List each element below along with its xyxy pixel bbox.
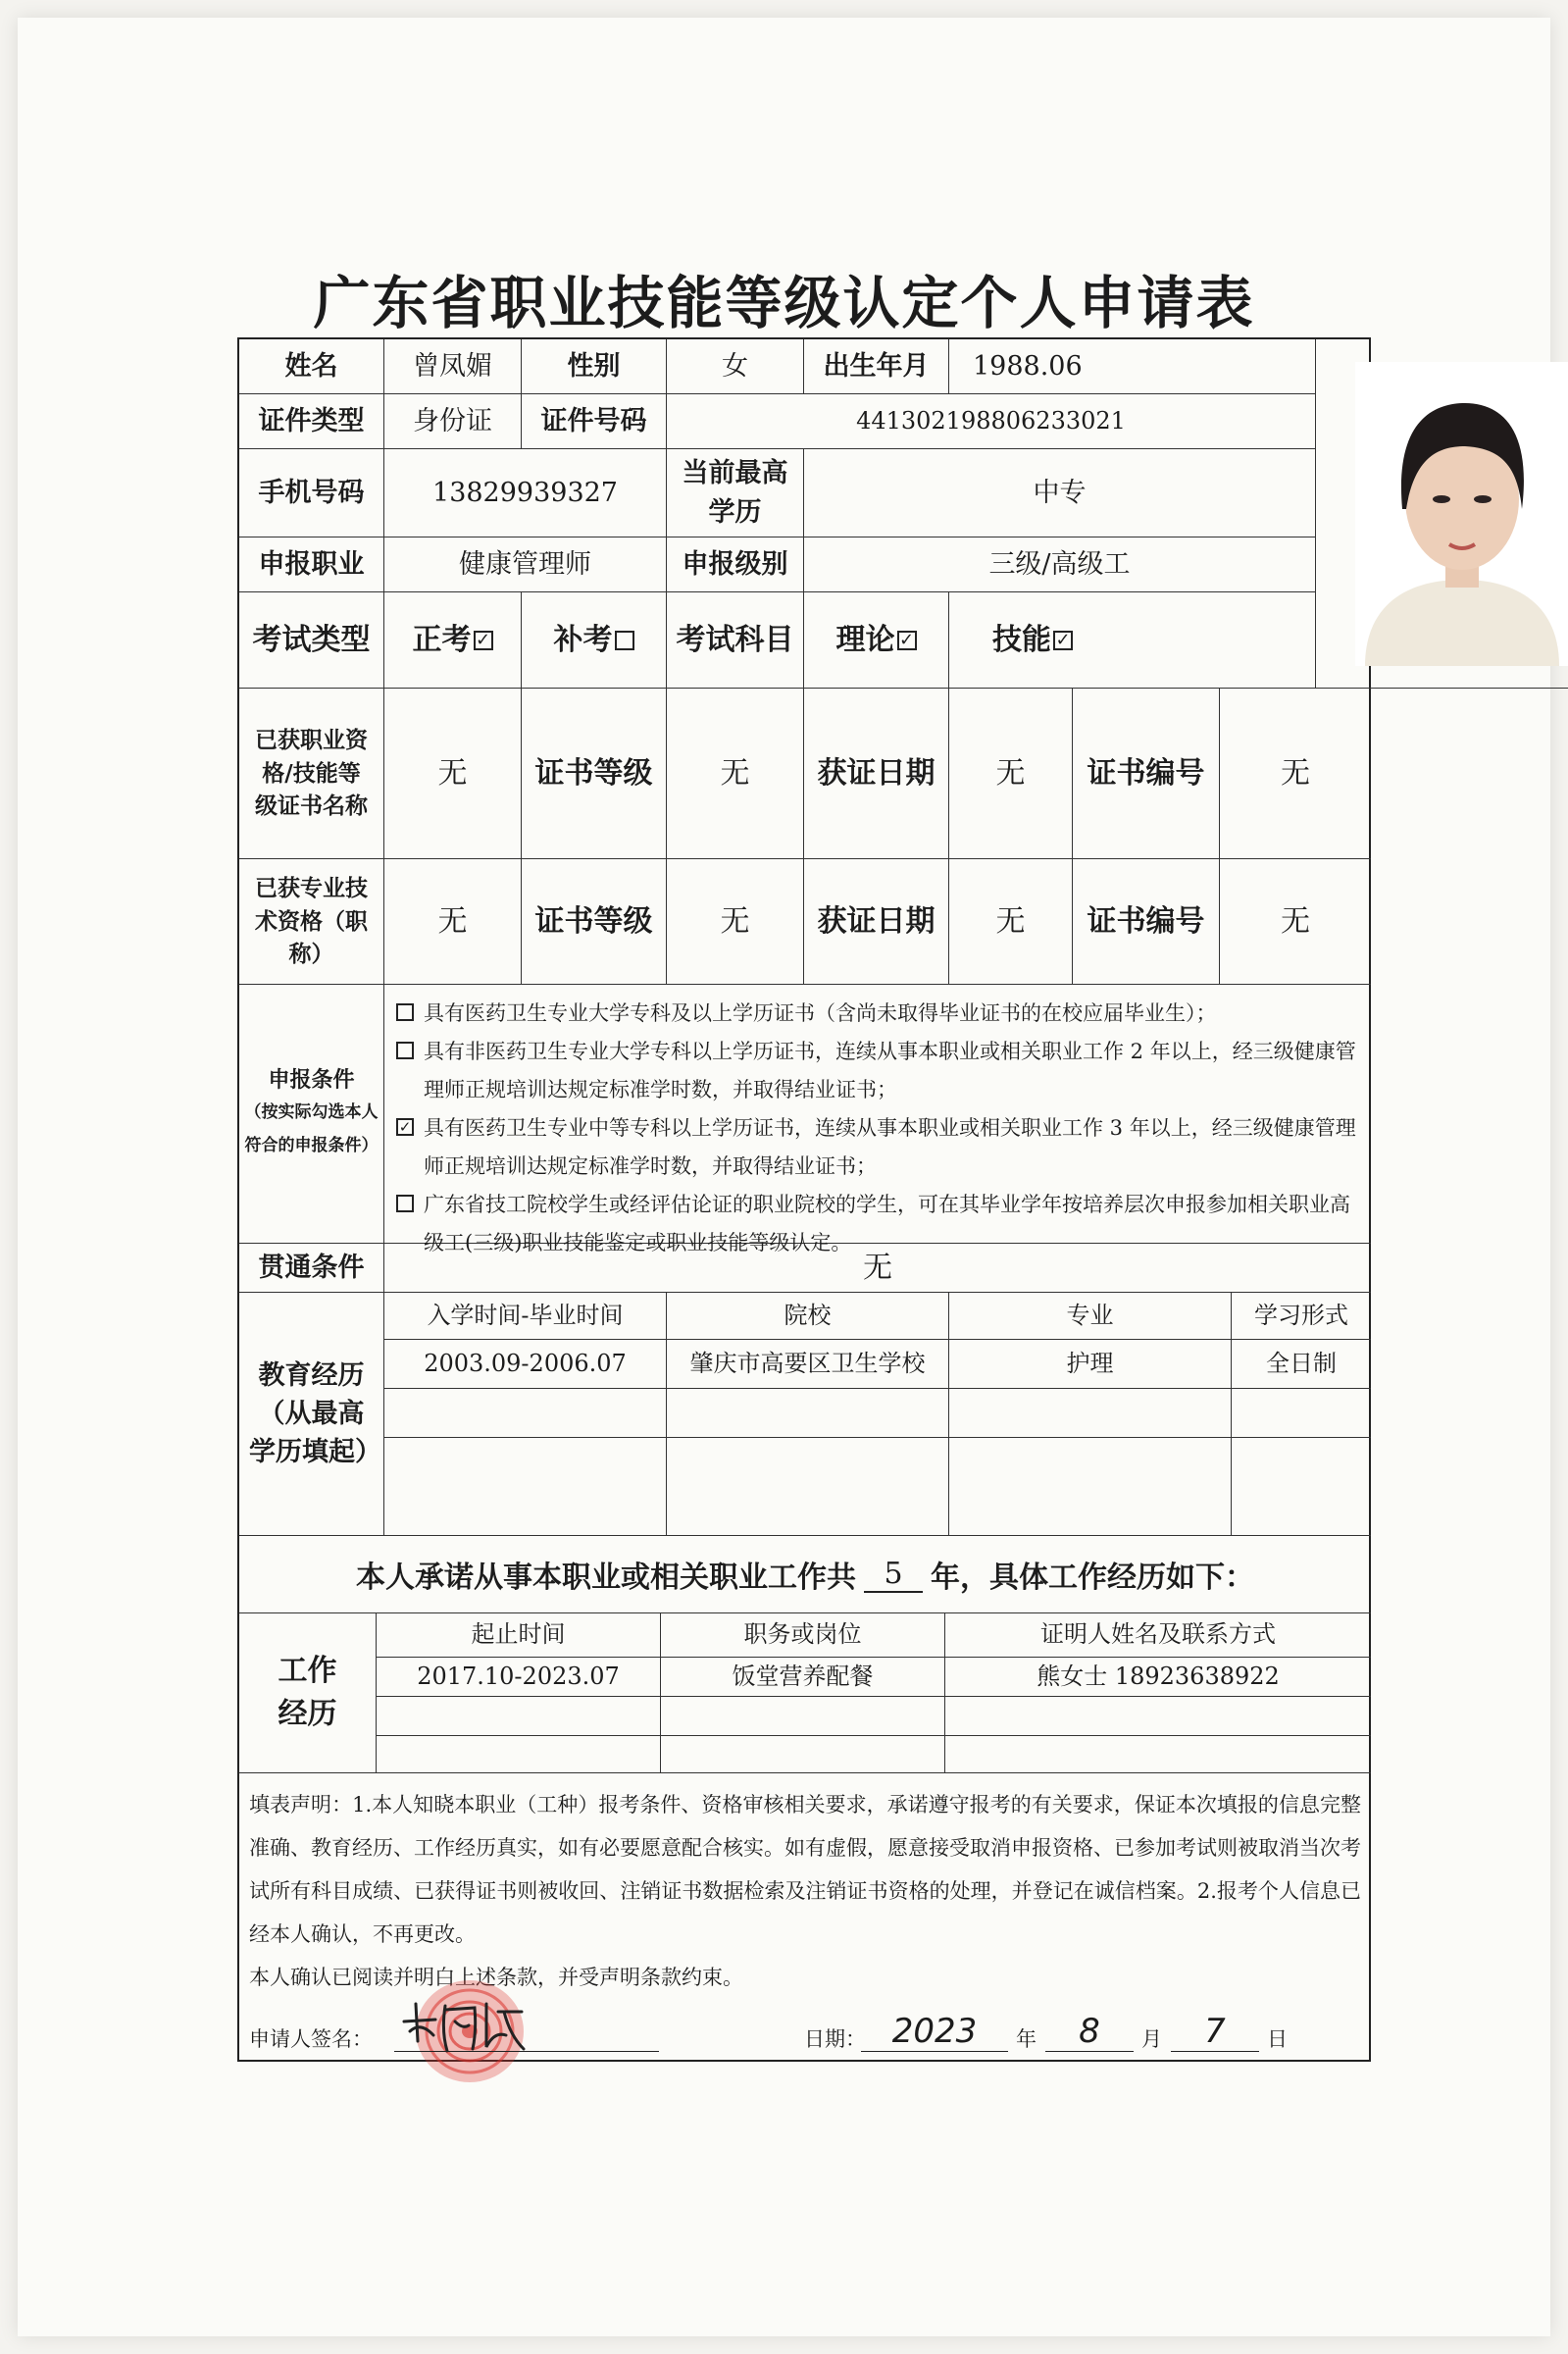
applicant-photo <box>1316 339 1568 689</box>
date-year: 2023 <box>891 2012 978 2051</box>
education-value: 中专 <box>804 449 1316 537</box>
application-form <box>237 337 1371 2062</box>
edu-cell <box>384 1389 667 1438</box>
day-line <box>1171 2051 1259 2052</box>
edu-header-cell: 入学时间-毕业时间 <box>384 1293 667 1340</box>
exam-regular-label: 正考 <box>412 622 472 657</box>
exam-theory-checkbox[interactable]: ✓ <box>897 631 917 650</box>
phone-value: 13829939327 <box>384 449 667 537</box>
signature-row <box>249 2012 1361 2055</box>
day-unit: 日 <box>1267 2027 1288 2051</box>
condition-item <box>394 995 1357 1033</box>
cert-label: 已获专业技术资格（职称） <box>239 859 384 985</box>
birth-label: 出生年月 <box>804 339 949 394</box>
date-label: 日期： <box>804 2027 866 2051</box>
signature-line <box>394 2051 659 2052</box>
cert-grade-label: 证书等级 <box>522 859 667 985</box>
work-pledge <box>239 1536 1371 1613</box>
edu-cell: 2003.09-2006.07 <box>384 1340 667 1389</box>
cert-date: 无 <box>949 859 1073 985</box>
pledge-text-after: 年，具体工作经历如下： <box>931 1561 1254 1595</box>
month-line <box>1045 2051 1134 2052</box>
cert-name: 无 <box>384 859 522 985</box>
year-line <box>861 2051 1008 2052</box>
name-label: 姓名 <box>239 339 384 394</box>
exam-makeup-checkbox[interactable] <box>615 631 634 650</box>
edu-cell <box>384 1438 667 1536</box>
gender-label: 性别 <box>522 339 667 394</box>
id-type-value: 身份证 <box>384 394 522 449</box>
edu-cell: 全日制 <box>1232 1340 1371 1389</box>
work-cell: 2017.10-2023.07 <box>377 1658 661 1697</box>
cert-date-label: 获证日期 <box>804 859 949 985</box>
portrait-image <box>1355 362 1568 666</box>
edu-cell <box>1232 1438 1371 1536</box>
edu-cell <box>1232 1389 1371 1438</box>
form-title: 广东省职业技能等级认定个人申请表 <box>313 270 1255 336</box>
cert-number: 无 <box>1220 689 1371 859</box>
level-label: 申报级别 <box>667 537 804 592</box>
level-value: 三级/高级工 <box>804 537 1316 592</box>
edu-cell <box>949 1438 1232 1536</box>
conditions-label-cell <box>239 985 384 1244</box>
exam-theory-option <box>804 592 949 689</box>
edu-cell <box>667 1438 949 1536</box>
work-header-cell: 证明人姓名及联系方式 <box>945 1612 1371 1658</box>
exam-makeup-option <box>522 592 667 689</box>
work-cell: 饭堂营养配餐 <box>661 1658 945 1697</box>
edu-cell <box>949 1389 1232 1438</box>
cert-grade: 无 <box>667 859 804 985</box>
cert-date: 无 <box>949 689 1073 859</box>
edu-header-cell: 专业 <box>949 1293 1232 1340</box>
education-history-label: 教育经历（从最高学历填起） <box>239 1293 384 1536</box>
conditions-label: 申报条件 <box>268 1066 355 1093</box>
exam-subject-label: 考试科目 <box>667 592 804 689</box>
through-value: 无 <box>384 1244 1371 1293</box>
condition-checkbox[interactable] <box>396 1195 414 1212</box>
exam-skill-option <box>949 592 1316 689</box>
month-unit: 月 <box>1141 2027 1162 2051</box>
condition-item <box>394 1033 1357 1109</box>
id-number-label: 证件号码 <box>522 394 667 449</box>
work-header-cell: 职务或岗位 <box>661 1612 945 1658</box>
condition-text: 具有医药卫生专业中等专科以上学历证书，连续从事本职业或相关职业工作 3 年以上，经三级健康管理师正规培训达规定标准学时数，并取得结业证书； <box>424 1116 1356 1178</box>
exam-skill-label: 技能 <box>992 622 1051 657</box>
condition-checkbox[interactable] <box>396 1042 414 1059</box>
work-cell <box>945 1697 1371 1736</box>
cert-number: 无 <box>1220 859 1371 985</box>
conditions-section <box>239 985 1371 1254</box>
cert-grade: 无 <box>667 689 804 859</box>
edu-header-cell: 学习形式 <box>1232 1293 1371 1340</box>
edu-cell: 护理 <box>949 1340 1232 1389</box>
declaration <box>249 1783 1361 1999</box>
cert-grade-label: 证书等级 <box>522 689 667 859</box>
pledge-text-before: 本人承诺从事本职业或相关职业工作共 <box>356 1561 856 1595</box>
condition-text: 具有医药卫生专业大学专科及以上学历证书（含尚未取得毕业证书的在校应届毕业生）； <box>424 1001 1217 1025</box>
work-cell <box>377 1736 661 1773</box>
occupation-label: 申报职业 <box>239 537 384 592</box>
exam-theory-label: 理论 <box>835 622 895 657</box>
cert-date-label: 获证日期 <box>804 689 949 859</box>
condition-text: 具有非医药卫生专业大学专科以上学历证书，连续从事本职业或相关职业工作 2 年以上，经三级健康管理师正规培训达规定标准学时数，并取得结业证书； <box>424 1040 1356 1101</box>
name-value: 曾凤媚 <box>384 339 522 394</box>
signature-label: 申请人签名： <box>249 2027 373 2051</box>
cert-name: 无 <box>384 689 522 859</box>
id-type-label: 证件类型 <box>239 394 384 449</box>
year-unit: 年 <box>1016 2027 1037 2051</box>
through-label: 贯通条件 <box>239 1244 384 1293</box>
work-history-label: 工作经历 <box>239 1612 377 1773</box>
education-label: 当前最高学历 <box>667 449 804 537</box>
declaration-confirm: 本人确认已阅读并明白上述条款，并受声明条款约束。 <box>249 1966 743 1989</box>
exam-type-label: 考试类型 <box>239 592 384 689</box>
work-header-cell: 起止时间 <box>377 1612 661 1658</box>
exam-makeup-label: 补考 <box>553 622 613 657</box>
cert-label: 已获职业资格/技能等级证书名称 <box>239 689 384 859</box>
condition-checkbox[interactable]: ✓ <box>396 1118 414 1136</box>
edu-header-cell: 院校 <box>667 1293 949 1340</box>
gender-value: 女 <box>667 339 804 394</box>
cert-number-label: 证书编号 <box>1073 859 1220 985</box>
exam-regular-option <box>384 592 522 689</box>
conditions-list <box>384 985 1371 1254</box>
phone-label: 手机号码 <box>239 449 384 537</box>
exam-skill-checkbox[interactable]: ✓ <box>1053 631 1073 650</box>
declaration-text: 填表声明：1.本人知晓本职业（工种）报考条件、资格审核相关要求，承诺遵守报考的有关要求，保证本次填报的信息完整准确、教育经历、工作经历真实，如有必要愿意配合核实。如有虚假，愿意接受取消申报资格、已参加考试则被取消当次考试所有科目成绩、已获得证书则被收回、注销证书数据检索及注销证书资格的处理，并登记在诚信档案。2.报考个人信息已经本人确认，不再更改。 <box>249 1793 1361 1946</box>
edu-cell: 肇庆市高要区卫生学校 <box>667 1340 949 1389</box>
condition-item <box>394 1109 1357 1186</box>
work-cell <box>661 1697 945 1736</box>
birth-value: 1988.06 <box>949 339 1316 394</box>
condition-checkbox[interactable] <box>396 1003 414 1021</box>
date-month: 8 <box>1079 2012 1100 2051</box>
id-number-value: 441302198806233021 <box>667 394 1316 449</box>
date-day: 7 <box>1204 2012 1226 2051</box>
work-cell: 熊女士 18923638922 <box>945 1658 1371 1697</box>
exam-regular-checkbox[interactable]: ✓ <box>474 631 493 650</box>
cert-number-label: 证书编号 <box>1073 689 1220 859</box>
condition-text: 广东省技工院校学生或经评估论证的职业院校的学生，可在其毕业学年按培养层次申报参加相关职业高级工(三级)职业技能鉴定或职业技能等级认定。 <box>424 1193 1350 1254</box>
occupation-value: 健康管理师 <box>384 537 667 592</box>
work-cell <box>945 1736 1371 1773</box>
conditions-note: （按实际勾选本人符合的申报条件） <box>244 1102 379 1156</box>
work-cell <box>661 1736 945 1773</box>
edu-cell <box>667 1389 949 1438</box>
pledge-years: 5 <box>864 1557 923 1593</box>
work-cell <box>377 1697 661 1736</box>
